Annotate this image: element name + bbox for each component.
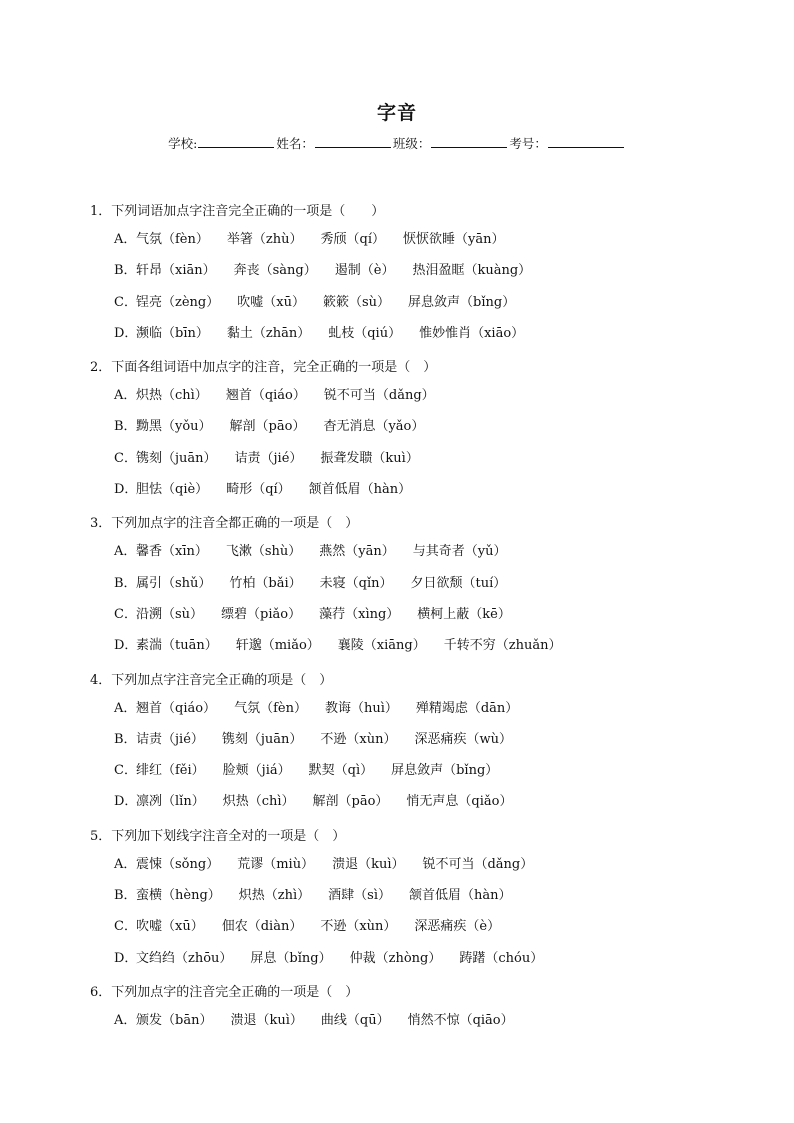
option-row: [90, 255, 730, 286]
option-word: 热泪盈眶（kuàng）: [412, 263, 532, 279]
option-word: 襄陵（xiāng）: [337, 638, 426, 654]
option-word: 吹嘘（xū）: [136, 919, 204, 935]
option-word: 恹恹欲睡（yān）: [402, 232, 505, 247]
option-word: 悄无声息（qiǎo）: [406, 794, 513, 810]
option-word: 黏土（zhān）: [226, 325, 311, 341]
option-word: 锐不可当（dǎng）: [323, 388, 435, 404]
option-word: 溃退（kuì）: [332, 856, 405, 872]
option-word: 惟妙惟肖（xiāo）: [419, 325, 525, 341]
option-word: 振聋发聩（kuì）: [320, 450, 419, 466]
option-word: 凛冽（lǐn）: [136, 794, 205, 810]
question-stem: 4．下列加点字注音完全正确的项是（ ）: [90, 672, 333, 688]
option-word: 不逊（xùn）: [320, 731, 397, 747]
option-row: [90, 318, 730, 349]
option-word: 文绉绉（zhōu）: [136, 950, 233, 966]
option-word: 杳无消息（yǎo）: [323, 419, 425, 435]
option-word: 仲裁（zhòng）: [349, 950, 442, 966]
option-word: 素湍（tuān）: [136, 638, 218, 654]
option-letter: C．: [114, 763, 137, 779]
option-word: 炽热（chì）: [222, 794, 295, 810]
option-letter: A．: [114, 1012, 137, 1028]
option-word: 胆怯（qiè）: [136, 482, 209, 498]
option-letter: B．: [114, 263, 137, 279]
option-letter: D．: [114, 325, 138, 341]
option-word: 不逊（xùn）: [320, 919, 397, 935]
option-word: 溃退（kuì）: [230, 1012, 303, 1028]
option-row: [90, 630, 730, 661]
option-word: 屏息敛声（bǐng）: [391, 763, 499, 779]
question-stem: 1．下列词语加点字注音完全正确的一项是（ ）: [90, 204, 385, 219]
question-stem: 2．下面各组词语中加点字的注音，完全正确的一项是（ ）: [90, 360, 437, 376]
option-word: 震悚（sǒng）: [136, 856, 220, 872]
option-word: 锐不可当（dǎng）: [422, 856, 534, 872]
option-word: 炽热（zhì）: [238, 888, 311, 904]
option-word: 颁发（bān）: [136, 1012, 213, 1028]
option-word: 举箸（zhù）: [226, 232, 303, 247]
question-list: [90, 200, 730, 1043]
option-word: 默契（qì）: [308, 763, 374, 779]
option-word: 绯红（fěi）: [136, 763, 205, 779]
option-row: [90, 1005, 730, 1036]
option-word: 轩邈（miǎo）: [235, 638, 320, 654]
option-word: 解剖（pāo）: [312, 794, 389, 810]
question-1: [90, 200, 730, 349]
option-word: 诘责（jié）: [234, 450, 303, 466]
option-word: 脸颊（jiá）: [222, 763, 291, 779]
option-word: 诘责（jié）: [136, 731, 204, 747]
option-word: 镌刻（juān）: [136, 450, 217, 466]
option-word: 解剖（pāo）: [229, 419, 306, 435]
question-4: [90, 669, 730, 818]
option-word: 酒肆（sì）: [328, 888, 391, 904]
option-word: 炽热（chì）: [136, 388, 208, 404]
option-letter: B．: [114, 731, 137, 747]
option-word: 气氛（fèn）: [136, 232, 209, 247]
option-word: 荒谬（miù）: [237, 856, 315, 872]
option-letter: A．: [114, 544, 137, 560]
option-word: 奔丧（sàng）: [233, 263, 317, 279]
question-6: [90, 981, 730, 1036]
option-row: [90, 287, 730, 318]
option-letter: C．: [114, 606, 137, 622]
option-row: [90, 568, 730, 599]
option-word: 藻荇（xìng）: [319, 606, 400, 622]
option-word: 深恶痛疾（è）: [414, 919, 501, 935]
option-word: 未寝（qǐn）: [319, 575, 393, 591]
option-row: [90, 599, 730, 630]
option-row: [90, 693, 730, 724]
option-word: 屏息敛声（bǐng）: [408, 294, 516, 310]
option-word: 畸形（qí）: [226, 482, 291, 498]
option-letter: D．: [114, 950, 138, 966]
option-word: 黝黑（yǒu）: [136, 419, 212, 435]
option-row: [90, 411, 730, 442]
option-word: 吹嘘（xū）: [237, 294, 305, 310]
option-word: 属引（shǔ）: [136, 575, 212, 591]
option-row: [90, 380, 730, 411]
option-word: 教诲（huì）: [324, 700, 398, 716]
option-row: [90, 536, 730, 567]
option-row: [90, 443, 730, 474]
option-word: 横柯上蔽（kē）: [417, 606, 511, 622]
option-letter: A．: [114, 856, 137, 872]
option-letter: B．: [114, 419, 137, 435]
option-word: 轩昂（xiān）: [136, 263, 216, 279]
option-letter: A．: [114, 232, 137, 247]
option-word: 踌躇（chóu）: [459, 950, 544, 966]
option-row: [90, 943, 730, 974]
option-word: 与其奇者（yǔ）: [412, 544, 507, 560]
option-word: 簌簌（sù）: [322, 294, 391, 310]
option-letter: D．: [114, 794, 138, 810]
option-letter: A．: [114, 700, 137, 716]
page-title: 字音: [376, 102, 417, 124]
option-word: 竹柏（bǎi）: [229, 575, 302, 591]
option-word: 燕然（yān）: [319, 544, 395, 560]
option-word: 翘首（qiáo）: [225, 388, 306, 404]
class-blank: [431, 137, 507, 148]
option-word: 深恶痛疾（wù）: [414, 731, 513, 747]
question-stem: 3．下列加点字的注音全都正确的一项是（ ）: [90, 516, 359, 532]
question-stem: 6．下列加点字的注音完全正确的一项是（ ）: [90, 984, 359, 1000]
number-label: 考号：: [509, 136, 547, 151]
option-row: [90, 224, 730, 255]
option-word: 悄然不惊（qiāo）: [407, 1012, 514, 1028]
question-stem: 5．下列加下划线字注音全对的一项是（ ）: [90, 828, 346, 844]
option-letter: B．: [114, 575, 137, 591]
question-5: [90, 825, 730, 974]
option-word: 曲线（qū）: [320, 1012, 390, 1028]
option-word: 气氛（fèn）: [234, 700, 307, 716]
option-letter: B．: [114, 888, 137, 904]
option-row: [90, 755, 730, 786]
option-letter: C．: [114, 450, 137, 466]
option-word: 千转不穷（zhuǎn）: [443, 638, 562, 654]
option-word: 缥碧（piǎo）: [221, 606, 302, 622]
option-word: 馨香（xīn）: [136, 544, 208, 560]
option-row: [90, 786, 730, 817]
option-row: [90, 474, 730, 505]
question-2: [90, 356, 730, 505]
option-letter: A．: [114, 388, 137, 404]
option-word: 颔首低眉（hàn）: [308, 482, 412, 498]
option-word: 虬枝（qiú）: [328, 325, 402, 341]
option-word: 遏制（è）: [334, 263, 395, 279]
name-label: 姓名：: [276, 136, 314, 151]
class-label: 班级：: [392, 136, 431, 151]
option-word: 镌刻（juān）: [221, 731, 303, 747]
school-label: 学校:: [168, 136, 198, 151]
option-word: 翘首（qiáo）: [136, 700, 217, 716]
option-letter: C．: [114, 294, 137, 310]
option-word: 佃农（diàn）: [221, 919, 303, 935]
student-info-line: [0, 134, 794, 152]
option-word: 夕日欲颓（tuí）: [410, 575, 507, 591]
option-row: [90, 880, 730, 911]
option-word: 沿溯（sù）: [136, 606, 204, 622]
option-letter: C．: [114, 919, 137, 935]
option-word: 锃亮（zèng）: [136, 294, 220, 310]
option-letter: D．: [114, 482, 138, 498]
question-3: [90, 512, 730, 661]
option-word: 屏息（bǐng）: [250, 950, 332, 966]
number-blank: [548, 137, 624, 148]
option-word: 飞漱（shù）: [225, 544, 302, 560]
option-row: [90, 849, 730, 880]
name-blank: [315, 137, 391, 148]
option-word: 蛮横（hèng）: [136, 888, 221, 904]
school-blank: [198, 137, 274, 148]
option-letter: D．: [114, 638, 138, 654]
option-row: [90, 911, 730, 942]
option-word: 殚精竭虑（dān）: [415, 700, 519, 716]
option-word: 濒临（bīn）: [136, 325, 209, 341]
option-word: 颔首低眉（hàn）: [409, 888, 512, 904]
option-word: 秀颀（qí）: [320, 232, 385, 247]
option-row: [90, 724, 730, 755]
